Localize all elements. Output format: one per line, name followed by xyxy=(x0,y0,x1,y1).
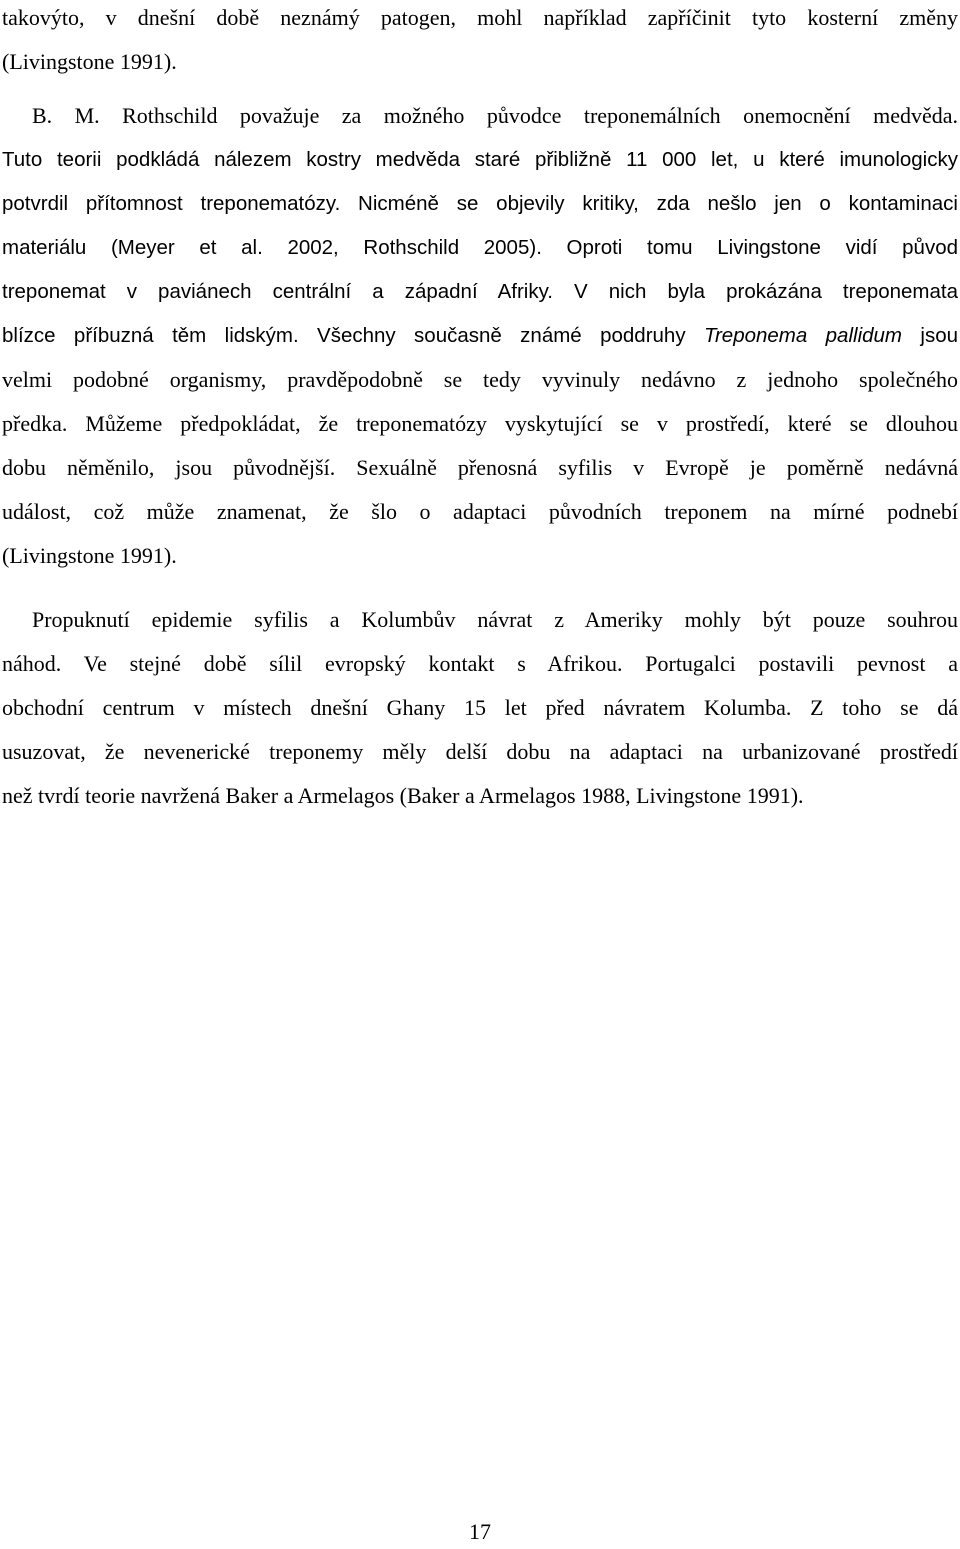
paragraph-3-line-1: Propuknutí epidemie syfilis a Kolumbův návrat z Ameriky mohly být pouze souhrou xyxy=(32,607,958,632)
paragraph-3-line-2: náhod. Ve stejné době sílil evropský kontakt s Afrikou. Portugalci postavili pevnost a xyxy=(2,651,958,676)
paragraph-2-line-11: (Livingstone 1991). xyxy=(2,543,177,568)
paragraph-3-line-4: usuzovat, že nevenerické treponemy měly delší dobu na adaptaci na urbanizované prostředí xyxy=(2,739,958,764)
paragraph-2-line-8: předka. Můžeme předpokládat, že treponematózy vyskytující se v prostředí, které se dlouhou xyxy=(2,411,958,436)
paragraph-2-line-6 xyxy=(2,314,958,358)
paragraph-2-line-9: dobu něměnilo, jsou původnější. Sexuálně přenosná syfilis v Evropě je poměrně nedávná xyxy=(2,455,958,480)
paragraph-3-line-5: než tvrdí teorie navržená Baker a Armelagos (Baker a Armelagos 1988, Livingstone 1991). xyxy=(2,783,804,808)
species-name-italic: Treponema pallidum xyxy=(703,324,903,347)
line-6-ending: jsou xyxy=(920,324,959,347)
paragraph-1-line-1: takovýto, v dnešní době neznámý patogen, mohl například zapříčinit tyto kosterní změny xyxy=(2,5,958,30)
paragraph-3-line-3: obchodní centrum v místech dnešní Ghany 15 let před návratem Kolumba. Z toho se dá xyxy=(2,695,958,720)
page-number: 17 xyxy=(469,1519,491,1544)
paragraph-2-line-3: potvrdil přítomnost treponematózy. Nicméně se objevily kritiky, zda nešlo jen o kontaminaci xyxy=(2,192,958,215)
paragraph-2-line-10: událost, což může znamenat, že šlo o adaptaci původních treponem na mírné podnebí xyxy=(2,499,958,524)
paragraph-2-line-4: materiálu (Meyer et al. 2002, Rothschild 2005). Oproti tomu Livingstone vidí původ xyxy=(2,236,958,259)
line-6-text: blízce příbuzná těm lidským. Všechny současně známé poddruhy xyxy=(2,324,686,347)
paragraph-1-line-2: (Livingstone 1991). xyxy=(2,49,177,74)
paragraph-2-line-5: treponemat v paviánech centrální a západní Afriky. V nich byla prokázána treponemata xyxy=(2,280,958,303)
paragraph-2-line-7: velmi podobné organismy, pravděpodobně se tedy vyvinuly nedávno z jednoho společného xyxy=(2,367,958,392)
paragraph-2-line-1: B. M. Rothschild považuje za možného původce treponemálních onemocnění medvěda. xyxy=(32,103,958,128)
paragraph-2-line-2: Tuto teorii podkládá nálezem kostry medvěda staré přibližně 11 000 let, u které imunologicky xyxy=(2,148,958,171)
